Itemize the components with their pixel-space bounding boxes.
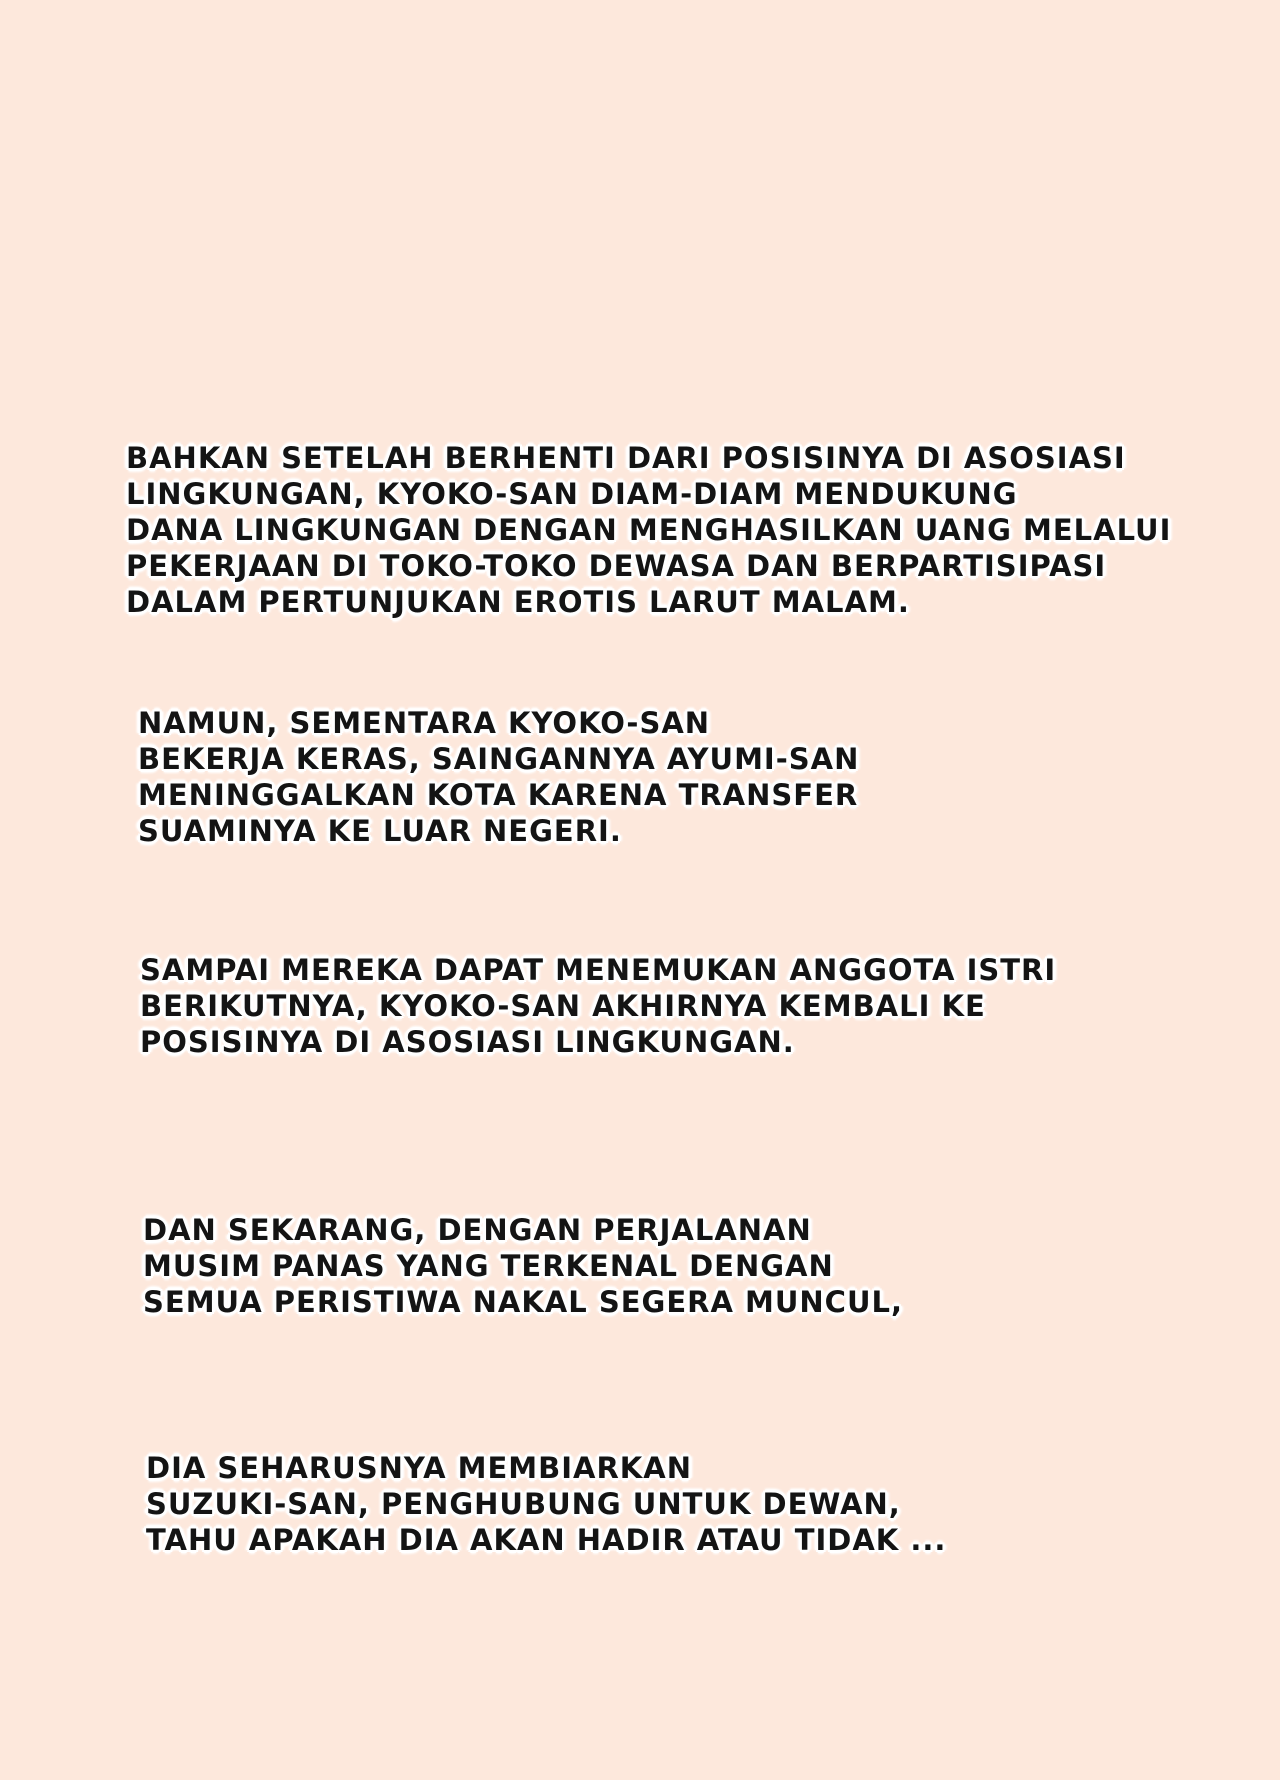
caption-line: POSISINYA DI ASOSIASI LINGKUNGAN.	[140, 1025, 795, 1059]
narration-caption-3	[140, 952, 1056, 1060]
caption-line: BEKERJA KERAS, SAINGANNYA AYUMI-SAN	[138, 742, 860, 776]
narration-caption-2	[138, 705, 859, 849]
caption-line: SAMPAI MEREKA DAPAT MENEMUKAN ANGGOTA ISTRI	[140, 953, 1057, 987]
caption-line: DANA LINGKUNGAN DENGAN MENGHASILKAN UANG MELALUI	[126, 513, 1172, 547]
caption-line: LINGKUNGAN, KYOKO-SAN DIAM-DIAM MENDUKUNG	[126, 477, 1018, 511]
caption-line: SUAMINYA KE LUAR NEGERI.	[138, 814, 622, 848]
caption-line: BAHKAN SETELAH BERHENTI DARI POSISINYA DI ASOSIASI	[126, 441, 1126, 475]
caption-line: DALAM PERTUNJUKAN EROTIS LARUT MALAM.	[126, 585, 910, 619]
caption-line: TAHU APAKAH DIA AKAN HADIR ATAU TIDAK ...	[146, 1523, 947, 1557]
caption-line: MENINGGALKAN KOTA KARENA TRANSFER	[138, 778, 859, 812]
caption-line: SUZUKI-SAN, PENGHUBUNG UNTUK DEWAN,	[146, 1487, 901, 1521]
caption-line: NAMUN, SEMENTARA KYOKO-SAN	[138, 706, 711, 740]
caption-line: DIA SEHARUSNYA MEMBIARKAN	[146, 1451, 692, 1485]
narration-caption-4	[143, 1212, 903, 1320]
caption-line: MUSIM PANAS YANG TERKENAL DENGAN	[143, 1249, 834, 1283]
narration-caption-1	[126, 440, 1171, 620]
caption-line: SEMUA PERISTIWA NAKAL SEGERA MUNCUL,	[143, 1285, 904, 1319]
caption-line: DAN SEKARANG, DENGAN PERJALANAN	[143, 1213, 812, 1247]
narration-caption-5	[146, 1450, 946, 1558]
caption-line: PEKERJAAN DI TOKO-TOKO DEWASA DAN BERPARTISIPASI	[126, 549, 1107, 583]
caption-line: BERIKUTNYA, KYOKO-SAN AKHIRNYA KEMBALI KE	[140, 989, 986, 1023]
